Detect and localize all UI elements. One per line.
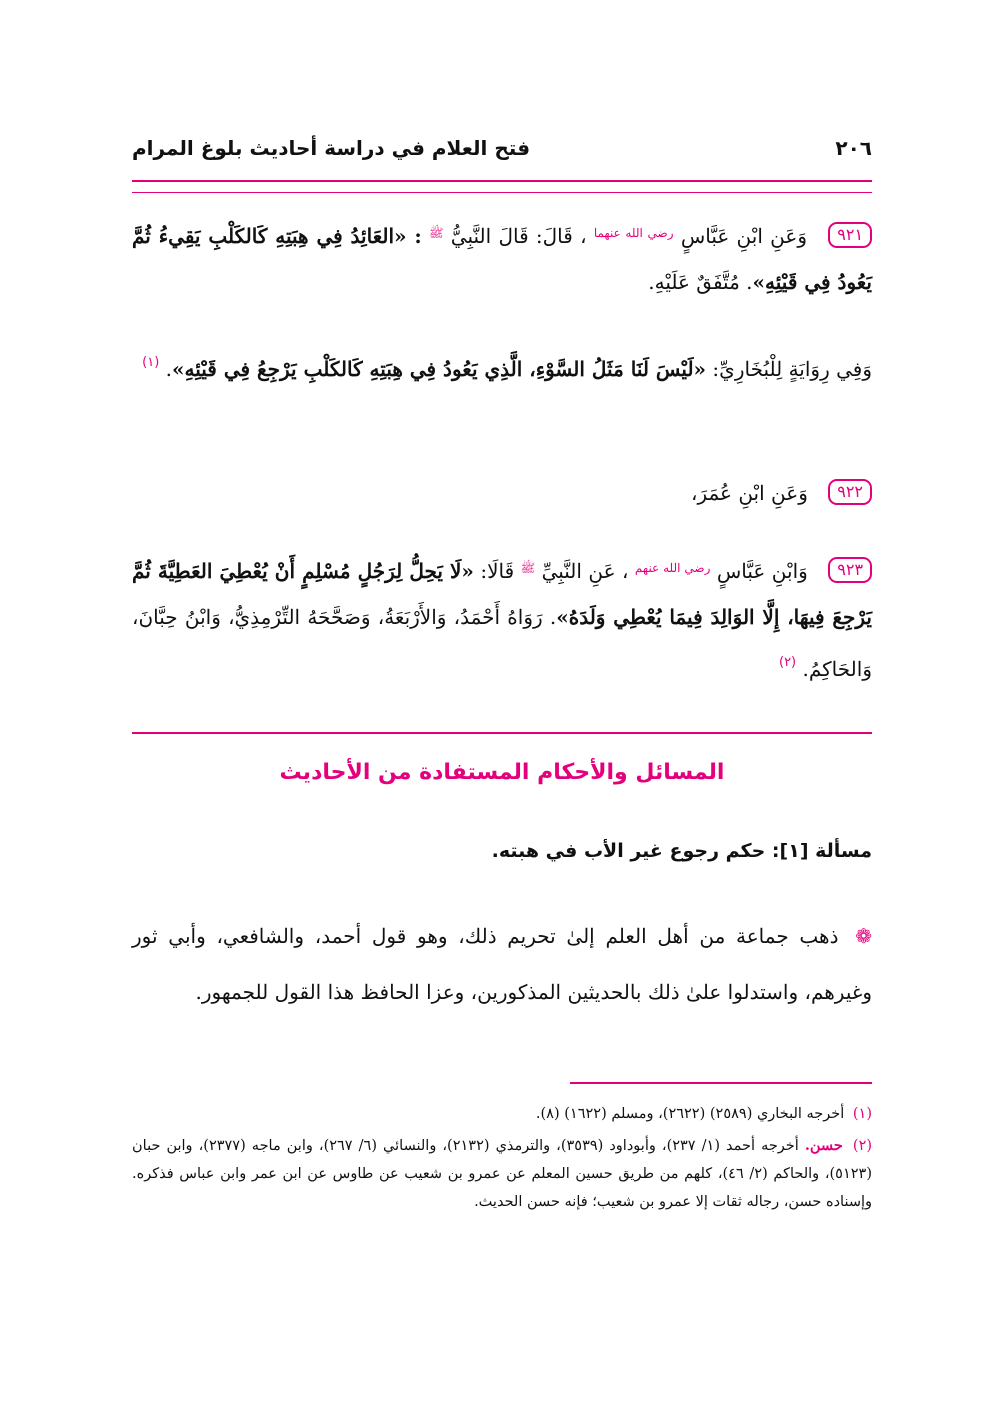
hadith-source: . رَوَاهُ أَحْمَدُ، وَالأَرْبَعَةُ، وَصَحَّحَهُ التِّرْمِذِيُّ، وَابْنُ حِبَّانَ، وَالحَاكِمُ. (132, 605, 872, 681)
page-header (132, 126, 872, 170)
hadith-921 (132, 210, 872, 305)
footnote-number: (١) (852, 1106, 872, 1122)
page-number: ٢٠٦ (835, 136, 872, 160)
header-rule-bottom (132, 192, 872, 193)
footnote-1 (132, 1100, 872, 1128)
header-rule-top (132, 180, 872, 182)
hadith-source: . مُتَّفَقٌ عَلَيْهِ. (648, 270, 753, 294)
section-title: المسائل والأحكام المستفادة من الأحاديث (279, 760, 725, 785)
footnotes (132, 1100, 872, 1220)
hadith-mid: ، عَنِ النَّبِيِّ (541, 559, 629, 583)
footnote-number: (٢) (852, 1138, 873, 1154)
salawat-glyph: ﷺ (520, 561, 536, 575)
hadith-number-badge: ٩٢٢ (828, 479, 872, 505)
footnote-rule (570, 1082, 872, 1084)
salawat-glyph: ﷺ (429, 226, 444, 240)
footnote-text: أخرجه أحمد (١/ ٢٣٧)، وأبوداود (٣٥٣٩)، والترمذي (٢١٣٢)، والنسائي (٦/ ٢٦٧)، وابن ماجه (٢٣٧٧)، وابن حبان (٥١٢٣)، والحاكم (٢/ ٤٦)، كلهم من طريق حسين المعلم عن عمرو بن شعيب عن طاوس عن ابن عمر وابن عباس فذكره. وإسناده حسن، رجاله ثقات إلا عمرو بن شعيب؛ فإنه حسن الحديث. (132, 1138, 872, 1210)
footnote-ref-1[interactable]: (١) (142, 355, 160, 370)
running-title: فتح العلام في دراسة أحاديث بلوغ المرام (132, 136, 531, 160)
hadith-intro: وَابْنِ عَبَّاسٍ (716, 559, 808, 583)
hadith-text: : «العَائِدُ فِي هِبَتِهِ كَالكَلْبِ يَقِيءُ ثُمَّ يَعُودُ فِي قَيْئِهِ» (132, 224, 872, 294)
footnote-text: أخرجه البخاري (٢٥٨٩) (٢٦٢٢)، ومسلم (١٦٢٢) (٨). (535, 1106, 845, 1122)
hadith-intro: وَعَنِ ابْنِ عُمَرَ، (690, 481, 808, 505)
honorific-glyph: رضي الله عنهم (634, 561, 711, 575)
riwaya-text: «لَيْسَ لَنَا مَثَلُ السَّوْءِ، الَّذِي يَعُودُ فِي هِبَتِهِ كَالكَلْبِ يَرْجِعُ فِي قَيْئِهِ» (172, 357, 707, 381)
hadith-mid2: قَالَا: (473, 559, 515, 583)
issue-label: مسألة [١]: (771, 840, 872, 862)
hadith-922 (132, 470, 872, 516)
footnote-grade: حسن. (804, 1137, 843, 1154)
riwaya-end: . (165, 357, 172, 381)
issue-heading (132, 840, 872, 862)
hadith-number-badge: ٩٢١ (828, 222, 872, 248)
body-text: ذهب جماعة من أهل العلم إلىٰ تحريم ذلك، وهو قول أحمد، والشافعي، وأبي ثور وغيرهم، واستدلوا علىٰ ذلك بالحديثين المذكورين، وعزا الحافظ هذا القول للجمهور. (132, 924, 872, 1004)
section-divider (132, 732, 872, 734)
riwaya-bukhari (132, 340, 872, 392)
footnote-2 (132, 1132, 872, 1216)
hadith-text: «لَا يَحِلُّ لِرَجُلٍ مُسْلِمٍ أَنْ يُعْطِيَ العَطِيَّةَ ثُمَّ يَرْجِعَ فِيهَا، إِلَّا الوَالِدَ فِيمَا يُعْطِي وَلَدَهُ» (132, 559, 872, 629)
body-paragraph (132, 908, 872, 1020)
riwaya-intro: وَفِي رِوَايَةٍ لِلْبُخَارِيِّ: (706, 357, 872, 381)
issue-title: حكم رجوع غير الأب في هبته. (491, 840, 766, 862)
hadith-923 (132, 545, 872, 692)
honorific-glyph: رضي الله عنهما (593, 226, 674, 240)
hadith-number-badge: ٩٢٣ (828, 557, 872, 583)
hadith-mid: ، قَالَ: قَالَ النَّبِيُّ (450, 224, 587, 248)
flower-icon: ❁ (855, 924, 872, 948)
footnote-ref-2[interactable]: (٢) (778, 655, 797, 670)
hadith-intro: وَعَنِ ابْنِ عَبَّاسٍ (680, 224, 807, 248)
